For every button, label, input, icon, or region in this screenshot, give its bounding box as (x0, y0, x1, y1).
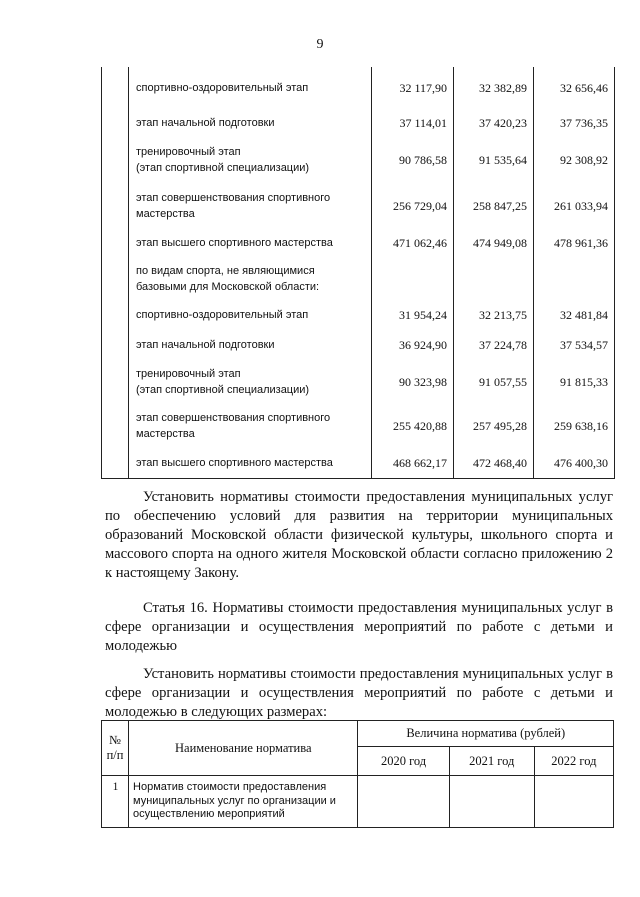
value-2020: 90 323,98 (372, 360, 454, 404)
value-2021: 91 535,64 (454, 137, 534, 183)
row-spacer (102, 67, 129, 108)
row-label: тренировочный этап (этап спортивной специализации) (129, 360, 372, 404)
value-2022: 259 638,16 (534, 404, 615, 448)
value-2022: 261 033,94 (534, 183, 615, 228)
value-2020: 468 662,17 (372, 448, 454, 478)
value-2021 (449, 776, 534, 828)
table-row (102, 404, 615, 448)
value-2020 (372, 258, 454, 299)
row-label: этап совершенствования спортивного мастерства (129, 404, 372, 448)
row-spacer (102, 228, 129, 258)
value-2021: 257 495,28 (454, 404, 534, 448)
header-name: Наименование норматива (129, 721, 358, 776)
value-2020: 256 729,04 (372, 183, 454, 228)
table-row (102, 108, 615, 137)
value-2022: 92 308,92 (534, 137, 615, 183)
value-2020: 471 062,46 (372, 228, 454, 258)
value-2022: 91 815,33 (534, 360, 615, 404)
row-spacer (102, 360, 129, 404)
table-row (102, 258, 615, 299)
row-spacer (102, 258, 129, 299)
value-2022: 37 534,57 (534, 330, 615, 360)
row-label: по видам спорта, не являющимися базовыми для Московской области: (129, 258, 372, 299)
row-number: 1 (102, 776, 129, 828)
header-num: № п/п (102, 721, 129, 776)
row-spacer (102, 404, 129, 448)
page-number: 9 (316, 37, 324, 52)
header-year-2022: 2022 год (534, 747, 613, 776)
paragraph-norms-sport (105, 488, 613, 583)
value-2021: 37 224,78 (454, 330, 534, 360)
value-2021: 258 847,25 (454, 183, 534, 228)
youth-norms-table (101, 720, 614, 828)
value-2020: 90 786,58 (372, 137, 454, 183)
value-2020: 36 924,90 (372, 330, 454, 360)
value-2022: 37 736,35 (534, 108, 615, 137)
paragraph-norms-youth (105, 665, 613, 722)
row-spacer (102, 299, 129, 330)
row-label: этап совершенствования спортивного мастерства (129, 183, 372, 228)
table-row (102, 776, 614, 828)
value-2020: 31 954,24 (372, 299, 454, 330)
value-2021: 474 949,08 (454, 228, 534, 258)
row-spacer (102, 448, 129, 478)
value-2021: 32 382,89 (454, 67, 534, 108)
table-row (102, 448, 615, 478)
row-label: спортивно-оздоровительный этап (129, 67, 372, 108)
table-row (102, 360, 615, 404)
row-spacer (102, 330, 129, 360)
value-2022: 478 961,36 (534, 228, 615, 258)
value-2021: 32 213,75 (454, 299, 534, 330)
value-2020: 255 420,88 (372, 404, 454, 448)
row-spacer (102, 108, 129, 137)
row-label: спортивно-оздоровительный этап (129, 299, 372, 330)
norms-table (101, 67, 615, 479)
table-row (102, 67, 615, 108)
row-label: этап высшего спортивного мастерства (129, 448, 372, 478)
article-16-heading (105, 599, 613, 656)
row-label: этап начальной подготовки (129, 108, 372, 137)
value-2021 (454, 258, 534, 299)
value-2021: 472 468,40 (454, 448, 534, 478)
value-2022 (534, 258, 615, 299)
header-year-2020: 2020 год (358, 747, 449, 776)
value-2022: 32 656,46 (534, 67, 615, 108)
value-2020: 37 114,01 (372, 108, 454, 137)
value-2022: 32 481,84 (534, 299, 615, 330)
table-row (102, 183, 615, 228)
header-year-2021: 2021 год (449, 747, 534, 776)
table-row (102, 137, 615, 183)
header-value-group: Величина норматива (рублей) (358, 721, 614, 747)
value-2022: 476 400,30 (534, 448, 615, 478)
row-label: этап начальной подготовки (129, 330, 372, 360)
value-2020: 32 117,90 (372, 67, 454, 108)
row-spacer (102, 183, 129, 228)
paragraph-text: Установить нормативы стоимости предоставления муниципальных услуг по обеспечению условий для развития на территории муниципальных образований Московской области физической культуры, школьного спорта и массового спорта на одного жителя Московской области согласно приложению 2 к настоящему Закону. (105, 489, 613, 581)
value-2020 (358, 776, 449, 828)
table-row (102, 299, 615, 330)
table-row (102, 330, 615, 360)
row-label: этап высшего спортивного мастерства (129, 228, 372, 258)
row-label: тренировочный этап (этап спортивной специализации) (129, 137, 372, 183)
value-2021: 91 057,55 (454, 360, 534, 404)
table-row (102, 228, 615, 258)
value-2021: 37 420,23 (454, 108, 534, 137)
row-spacer (102, 137, 129, 183)
paragraph-text: Установить нормативы стоимости предоставления муниципальных услуг в сфере организации и осуществления мероприятий по работе с детьми и молодежью в следующих размерах: (105, 666, 613, 720)
value-2022 (534, 776, 613, 828)
norm-name: Норматив стоимости предоставления муниципальных услуг по организации и осуществлению мероприятий (129, 776, 358, 828)
paragraph-text: Статья 16. Нормативы стоимости предоставления муниципальных услуг в сфере организации и осуществления мероприятий по работе с детьми и молодежью (105, 600, 613, 654)
